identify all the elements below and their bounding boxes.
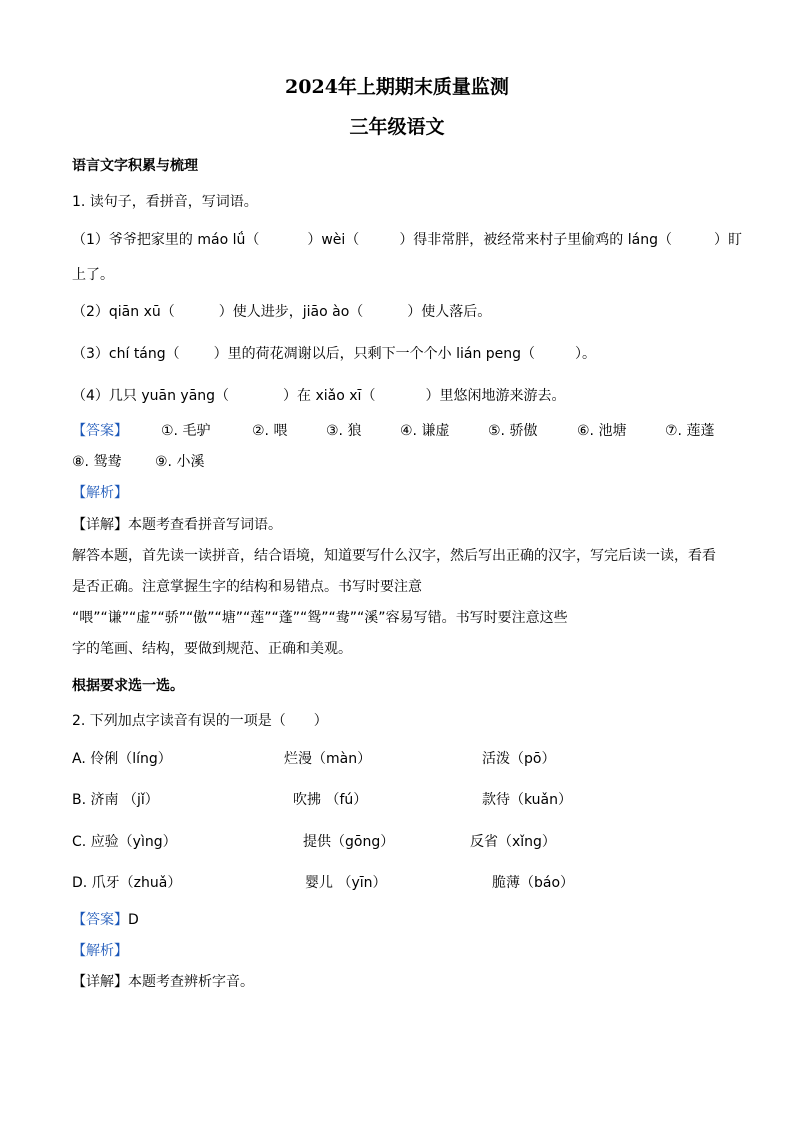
answer-item: ②. 喂 xyxy=(252,423,288,439)
option-b-word-2: 吹拂 （fú） xyxy=(293,792,368,808)
explanation-line-2: 是否正确。注意掌握生字的结构和易错点。书写时要注意 xyxy=(72,579,422,595)
option-b: B. 济南 （jǐ） xyxy=(72,792,159,808)
analysis-label-2: 【解析】 xyxy=(72,943,128,959)
answer-item: ①. 毛驴 xyxy=(161,423,211,439)
answer-item: ⑥. 池塘 xyxy=(577,423,627,439)
page-subtitle: 三年级语文 xyxy=(349,116,445,138)
answer-2-line xyxy=(72,911,139,929)
question-1-line-3: （3）chí táng（ ）里的荷花凋谢以后，只剩下一个个小 lián peng（ ）。 xyxy=(72,346,597,362)
question-1-line-1-cont: 上了。 xyxy=(72,267,114,283)
section-heading-1: 语言文字积累与梳理 xyxy=(72,158,198,174)
question-2-stem: 2. 下列加点字读音有误的一项是（ ） xyxy=(72,713,328,729)
answer-item: ③. 狼 xyxy=(326,423,362,439)
answer-item: ④. 谦虚 xyxy=(400,423,450,439)
explanation-line-4: 字的笔画、结构，要做到规范、正确和美观。 xyxy=(72,641,352,657)
question-1-line-2: （2）qiān xū（ ）使人进步，jiāo ào（ ）使人落后。 xyxy=(72,304,492,320)
option-a: A. 伶俐（líng） xyxy=(72,751,172,767)
option-a-word-2: 烂漫（màn） xyxy=(284,751,372,767)
option-d-word-3: 脆薄（báo） xyxy=(492,875,575,891)
answer-item: ⑧. 鸳鸯 xyxy=(72,454,122,470)
explanation-line-1: 解答本题，首先读一读拼音，结合语境，知道要写什么汉字，然后写出正确的汉字，写完后读一读，看看 xyxy=(72,548,716,564)
answer-item: ⑤. 骄傲 xyxy=(488,423,538,439)
detail-line-2: 【详解】本题考查辨析字音。 xyxy=(72,974,254,990)
section-heading-2: 根据要求选一选。 xyxy=(72,678,184,694)
option-a-word-3: 活泼（pō） xyxy=(482,751,556,767)
answer-item: ⑦. 莲蓬 xyxy=(665,423,715,439)
question-1-line-4: （4）几只 yuān yāng（ ）在 xiǎo xī（ ）里悠闲地游来游去。 xyxy=(72,388,566,404)
detail-line: 【详解】本题考查看拼音写词语。 xyxy=(72,517,282,533)
answer-label-2: 【答案】 xyxy=(72,912,128,928)
explanation-line-3: “喂”“谦”“虚”“骄”“傲”“塘”“莲”“蓬”“鸳”“鸯”“溪”容易写错。书写时要注意这些 xyxy=(72,610,568,626)
detail-label: 【详解】 xyxy=(72,517,128,533)
question-1-stem: 1. 读句子，看拼音，写词语。 xyxy=(72,194,258,210)
page-title: 2024年上期期末质量监测 xyxy=(285,76,509,98)
option-b-word-3: 款待（kuǎn） xyxy=(482,792,573,808)
detail-label-2: 【详解】 xyxy=(72,974,128,990)
option-d: D. 爪牙（zhuǎ） xyxy=(72,875,182,891)
option-d-word-2: 婴儿 （yīn） xyxy=(305,875,387,891)
option-c-word-3: 反省（xǐng） xyxy=(470,834,556,850)
answer-item: ⑨. 小溪 xyxy=(155,454,205,470)
option-c: C. 应验（yìng） xyxy=(72,834,177,850)
answer-label: 【答案】 xyxy=(72,423,128,439)
answer-2: D xyxy=(128,912,139,928)
option-c-word-2: 提供（gōng） xyxy=(303,834,395,850)
analysis-label: 【解析】 xyxy=(72,485,128,501)
question-1-line-1: （1）爷爷把家里的 máo lǘ（ ）wèi（ ）得非常胖，被经常来村子里偷鸡的 láng（ ）盯 xyxy=(72,232,742,248)
